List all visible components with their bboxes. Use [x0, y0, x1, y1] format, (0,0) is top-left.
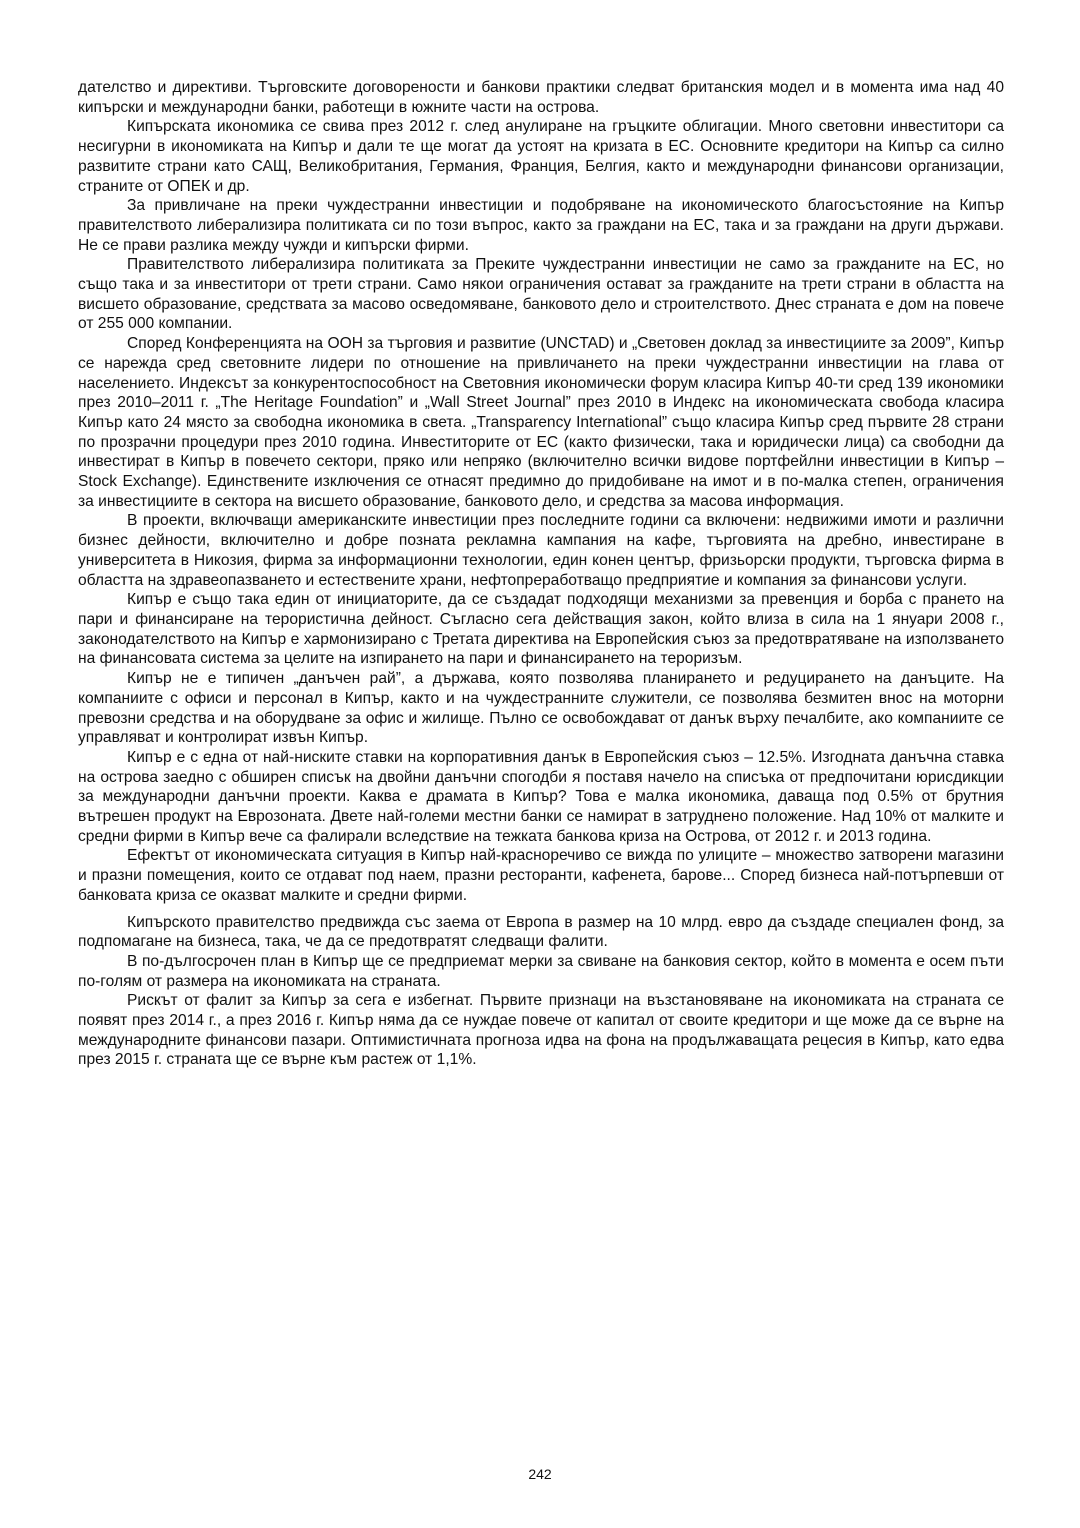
page-number: 242 — [528, 1466, 552, 1482]
paragraph-9: Кипър е с една от най-ниските ставки на корпоративния данък в Европейския съюз – 12.5%. Изгодната данъчна ставка на острова заедно с обширен списък на двойни данъчни спогодби я поставя начело на списъка от предпочитани юрисдикции за международни данъчни проекти. Каква е драмата в Кипър? Това е малка икономика, даваща под 0.5% от брутния вътрешен продукт на Еврозоната. Двете най-големи местни банки се намират в затруднено положение. Над 10% от малките и средни фирми в Кипър вече са фалирали вследствие на тежката банкова криза на Острова, от 2012 г. и 2013 година. — [78, 748, 1004, 845]
paragraph-12: В по-дългосрочен план в Кипър ще се предприемат мерки за свиване на банковия сектор, който в момента е осем пъти по-голям от размера на икономиката на страната. — [78, 952, 1004, 990]
paragraph-8: Кипър не е типичен „данъчен рай”, а държава, която позволява планирането и редуцирането на данъците. На компаниите с офиси и персонал в Кипър, както и на чуждестранните служители, се позволява безмитен внос на моторни превозни средства и на оборудване за офис и жилище. Пълно се освобождават от данък върху печалбите, ако компаниите се управляват и контролират извън Кипър. — [78, 670, 1004, 747]
paragraph-6: В проекти, включващи американските инвестиции през последните години са включени: недвижими имоти и различни бизнес дейности, включително и добре позната рекламна кампания на кафе, търговията на дребно, инвестиране в университета в Никозия, фирма за информационни технологии, един конен център, фризьорски продукти, търговска фирма в областта на здравеопазването и естествените храни, нефтопреработващо предприятие и компания за финансови услуги. — [78, 512, 1004, 589]
paragraph-5: Според Конференцията на ООН за търговия и развитие (UNCTAD) и „Световен доклад за инвестициите за 2009”, Кипър се нарежда сред световните лидери по отношение на привличането на преки чуждестранни инвестиции на глава от населението. Индексът за конкурентоспособност на Световния икономически форум класира Кипър 40-ти сред 139 икономики през 2010–2011 г. „The Heritage Foundation” и „Wall Street Journal” през 2010 в Индекс на икономическата свобода класира Кипър като 24 място за свободна икономика в света. „Transparency International” също класира Кипър сред първите 28 страни по прозрачни процедури през 2010 година. Инвеститорите от ЕС (както физически, така и юридически лица) са свободни да инвестират в Кипър в повечето сектори, пряко или непряко (включително всички видове портфейлни инвестиции в Кипър – Stock Exchange). Единствените изключения се отнасят предимно до придобиване на имот и в по-малка степен, ограничения за инвестициите в сектора на висшето образование, банковото дело, и средства за масова информация. — [78, 335, 1004, 510]
paragraph-10: Ефектът от икономическата ситуация в Кипър най-красноречиво се вижда по улиците – множество затворени магазини и празни помещения, които се отдават под наем, празни ресторанти, кафенета, барове... Според бизнеса най-потърпевши от банковата криза се оказват малките и средни фирми. — [78, 847, 1004, 904]
paragraph-13: Рискът от фалит за Кипър за сега е избегнат. Първите признаци на възстановяване на икономиката на страната се появят през 2014 г., а през 2016 г. Кипър няма да се нуждае повече от капитал от своите кредитори и ще може да се върне на международните финансови пазари. Оптимистичната прогноза идва на фона на продължаващата рецесия в Кипър, като едва през 2015 г. страната ще се върне към растеж от 1,1%. — [78, 992, 1004, 1069]
paragraph-7: Кипър е също така един от инициаторите, да се създадат подходящи механизми за превенция и борба с прането на пари и финансиране на терористична дейност. Съгласно сега действащия закон, който влиза в сила на 1 януари 2008 г., законодателството на Кипър е хармонизирано с Третата директива на Европейския съюз за предотвратяване на използването на финансовата система за целите на изпирането на пари и финансирането на тероризъм. — [78, 591, 1004, 668]
paragraph-3: За привличане на преки чуждестранни инвестиции и подобряване на икономическото благосъстояние на Кипър правителството либерализира политиката си по този въпрос, както за граждани на ЕС, така и за граждани на други държави. Не се прави разлика между чужди и кипърски фирми. — [78, 197, 1004, 254]
paragraph-2: Кипърската икономика се свива през 2012 г. след анулиране на гръцките облигации. Много световни инвеститори са несигурни в икономиката на Кипър и дали те ще могат да устоят на кризата в ЕС. Основните кредитори на Кипър са силно развитите страни като САЩ, Великобритания, Германия, Франция, Белгия, както и международни финансови организации, страните от ОПЕК и др. — [78, 118, 1004, 195]
page-body — [78, 78, 1004, 1070]
paragraph-1: дателство и директиви. Търговските договорености и банкови практики следват британския модел и в момента има над 40 кипърски и международни банки, работещи в южните части на острова. — [78, 79, 1004, 116]
paragraph-4: Правителството либерализира политиката за Преките чуждестранни инвестиции не само за гражданите на ЕС, но също така и за инвеститори от трети страни. Само някои ограничения остават за гражданите на трети страни в областта на висшето образование, средствата за масово осведомяване, банковото дело и строителството. Днес страната е дом на повече от 255 000 компании. — [78, 256, 1004, 333]
paragraph-11: Кипърското правителство предвижда със заема от Европа в размер на 10 млрд. евро да създаде специален фонд, за подпомагане на бизнеса, така, че да се предотвратят следващи фалити. — [78, 913, 1004, 951]
